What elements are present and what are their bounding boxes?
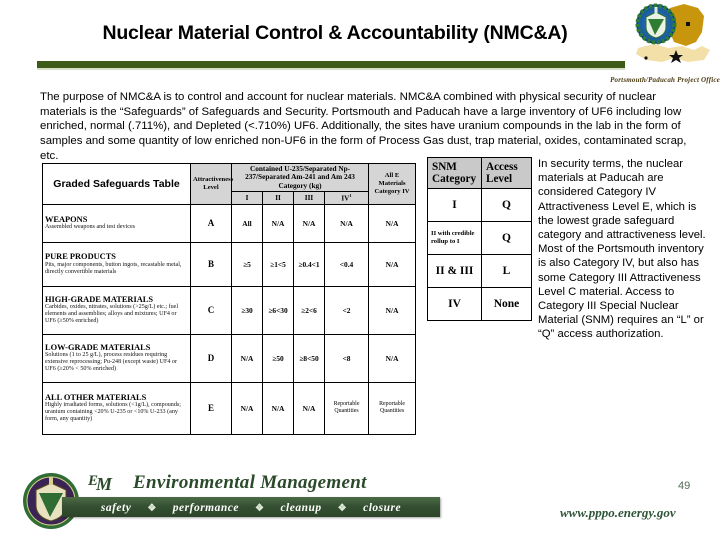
row-label-cell xyxy=(43,334,191,382)
row-value-i: N/A xyxy=(232,382,263,434)
tagline-performance: performance xyxy=(172,502,239,514)
intro-paragraph: The purpose of NMC&A is to control and account for nuclear materials. NMC&A combined with physical security of nuclear materials is the “Safeguards” of Safeguards and Security. Portsmouth and Paducah have a large inventory of UF6 including low enriched, normal (.711%), and Depleted (<.710%) UF6. Additionally, the sites have uranium compounds in the lab in the form of samples and some quantity of low enriched non-UF6 in the form of Process Gas dust, trap material, oxides, contaminated scrap, etc. xyxy=(40,91,687,162)
row-value-all-e: N/A xyxy=(369,334,416,382)
row-level: A xyxy=(191,204,232,242)
row-label-cell xyxy=(43,286,191,334)
security-terms-note: In security terms, the nuclear materials at Paducah are considered Category IV Attractiveness Level E, which is the lowest grade safeguard category and attractiveness level. Most of the Portsmouth inventory is also Category IV, but also has some Category III Attractiveness Level C material. Access to Category III Special Nuclear Material (SNM) requires an “L” or “Q” access authorization. xyxy=(538,158,706,341)
graded-safeguards-table xyxy=(42,163,415,435)
graded-table-title: Graded Safeguards Table xyxy=(43,164,191,205)
row-value-i: N/A xyxy=(232,334,263,382)
snm-access-table xyxy=(427,157,531,321)
snm-access: Q xyxy=(482,189,532,222)
col-category-ii: II xyxy=(263,192,294,204)
snm-category: II with credible rollup to I xyxy=(428,222,482,255)
row-desc: Assembled weapons and test devices xyxy=(45,224,136,231)
row-value-iv: <0.4 xyxy=(325,242,369,286)
diamond-icon: ❖ xyxy=(147,502,157,514)
contained-category-header: Contained U-235/Separated Np-237/Separated Am-241 and Am 243 Category (kg) xyxy=(232,164,369,192)
snm-category: IV xyxy=(428,288,482,321)
row-label-cell xyxy=(43,242,191,286)
row-value-ii: N/A xyxy=(263,204,294,242)
tagline-safety: safety xyxy=(100,502,132,514)
table-row xyxy=(43,286,416,334)
snm-category-header: SNM Category xyxy=(428,158,482,189)
row-value-iii: ≥2<6 xyxy=(294,286,325,334)
row-value-iv: Reportable Quantities xyxy=(325,382,369,434)
row-name: PURE PRODUCTS xyxy=(45,252,116,262)
row-name: WEAPONS xyxy=(45,214,88,224)
row-value-iv: <8 xyxy=(325,334,369,382)
row-value-iii: ≥0.4<1 xyxy=(294,242,325,286)
col-category-iv-footnote: 1 xyxy=(349,193,352,199)
row-desc: Pits, major components, button ingots, recastable metal, directly convertible materials xyxy=(45,261,182,275)
row-desc: Carbides, oxides, nitrates, solutions (>25g/L) etc.; fuel elements and assemblies; alloys and mixtures; UF4 or UF6 (≥50% enriched) xyxy=(45,304,179,325)
pppo-logo xyxy=(624,2,718,74)
row-desc: Highly irradiated forms, solutions (<1g/L), compounds; uranium containing <20% U-235 or <10% U-233 (any form, any quantity) xyxy=(45,402,181,423)
all-e-materials-header: All E Materials Category IV xyxy=(369,164,416,205)
row-level: D xyxy=(191,334,232,382)
em-monogram xyxy=(88,474,114,495)
tagline-cleanup: cleanup xyxy=(280,502,322,514)
snm-access: L xyxy=(482,255,532,288)
diamond-icon: ❖ xyxy=(254,502,265,514)
snm-row xyxy=(428,222,532,255)
em-letter-m: M xyxy=(96,474,113,494)
snm-category: II & III xyxy=(428,255,482,288)
page-number: 49 xyxy=(678,480,691,492)
diamond-icon: ❖ xyxy=(337,502,348,514)
title-divider xyxy=(37,61,625,68)
row-desc: Solutions (1 to 25 g/L), process residues requiring extensive reprocessing; Pu-248 (except waste) UF4 or UF6 (≥20% < 50% enriched) xyxy=(45,352,177,373)
em-letter-e: E xyxy=(88,473,99,489)
row-value-ii: ≥6<30 xyxy=(263,286,294,334)
table-row xyxy=(43,204,416,242)
row-level: B xyxy=(191,242,232,286)
pppo-caption: Portsmouth/Paducah Project Office xyxy=(610,76,720,84)
row-value-i: ≥5 xyxy=(232,242,263,286)
row-name: HIGH-GRADE MATERIALS xyxy=(45,294,154,304)
row-value-iv: N/A xyxy=(325,204,369,242)
col-category-iv-label: IV xyxy=(341,194,350,203)
row-value-i: ≥30 xyxy=(232,286,263,334)
snm-access: None xyxy=(482,288,532,321)
snm-row xyxy=(428,288,532,321)
tagline-closure: closure xyxy=(363,502,402,514)
row-value-i: All xyxy=(232,204,263,242)
row-name: LOW-GRADE MATERIALS xyxy=(45,342,151,352)
row-level: C xyxy=(191,286,232,334)
snm-row xyxy=(428,189,532,222)
row-value-all-e: Reportable Quantities xyxy=(369,382,416,434)
row-value-ii: N/A xyxy=(263,382,294,434)
site-url[interactable]: www.pppo.energy.gov xyxy=(560,505,676,520)
snm-row xyxy=(428,255,532,288)
row-name: ALL OTHER MATERIALS xyxy=(45,392,147,402)
snm-header-row xyxy=(428,158,532,189)
col-category-i: I xyxy=(232,192,263,204)
access-level-header: Access Level xyxy=(482,158,532,189)
snm-access: Q xyxy=(482,222,532,255)
col-category-iii: III xyxy=(294,192,325,204)
col-category-iv xyxy=(325,192,369,204)
row-level: E xyxy=(191,382,232,434)
em-taglines xyxy=(62,499,440,517)
table-row xyxy=(43,242,416,286)
table-row xyxy=(43,334,416,382)
row-value-iii: ≥8<50 xyxy=(294,334,325,382)
row-value-all-e: N/A xyxy=(369,242,416,286)
row-value-iii: N/A xyxy=(294,204,325,242)
row-value-all-e: N/A xyxy=(369,204,416,242)
page-title: Nuclear Material Control & Accountability (NMC&A) xyxy=(102,22,568,44)
row-value-ii: ≥50 xyxy=(263,334,294,382)
table-row xyxy=(43,382,416,434)
row-value-ii: ≥1<5 xyxy=(263,242,294,286)
row-value-iii: N/A xyxy=(294,382,325,434)
snm-category: I xyxy=(428,189,482,222)
row-value-iv: <2 xyxy=(325,286,369,334)
em-title: Environmental Management xyxy=(133,472,367,493)
row-label-cell xyxy=(43,204,191,242)
row-value-all-e: N/A xyxy=(369,286,416,334)
attractiveness-level-header: Attractiveness Level xyxy=(191,164,232,205)
row-label-cell xyxy=(43,382,191,434)
